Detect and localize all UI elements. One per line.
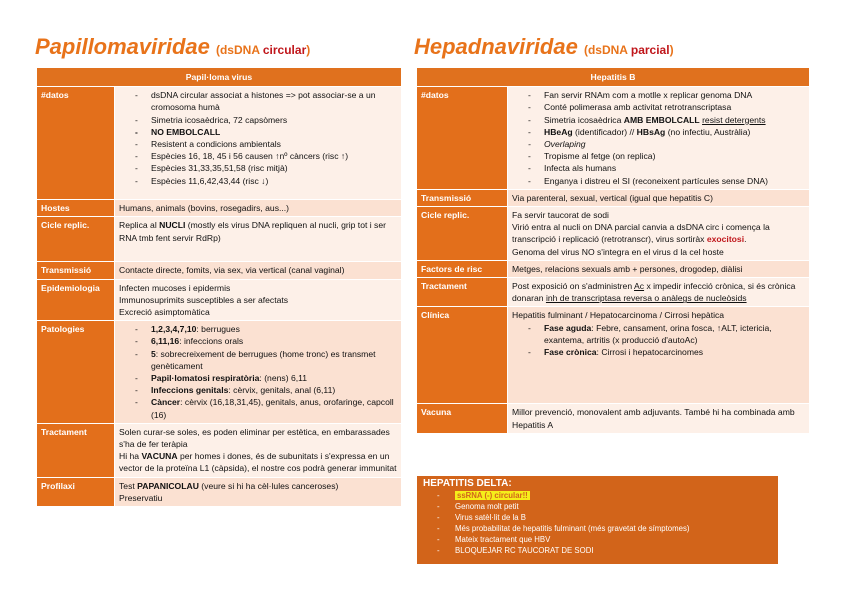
row-label: Hostes bbox=[37, 200, 115, 217]
transmissio-cell: Contacte directe, fomits, via sex, via vertical (canal vaginal) bbox=[115, 262, 402, 279]
list-item: - Enganya i distreu el SI (reconeixent partícules sense DNA) bbox=[528, 175, 805, 187]
row-label: Clínica bbox=[417, 307, 508, 404]
table-row bbox=[37, 477, 401, 506]
list-item: - Virus satèl·lit de la B bbox=[437, 512, 772, 523]
list-item: - 5: sobrecreixement de berrugues (home tronc) es transmet genèticament bbox=[135, 348, 397, 372]
list-item: - ssRNA (-) circular!! bbox=[437, 490, 772, 501]
list-item: - Espècies 11,6,42,43,44 (risc ↓) bbox=[135, 175, 397, 187]
table-row bbox=[417, 189, 809, 206]
tractament-cell: Post exposició on s'administren Ac x impedir infecció crònica, si és crònica donaran inh de transcriptasa reversa o anàlegs de nucleòsids bbox=[508, 278, 810, 307]
table-row bbox=[417, 260, 809, 277]
hepatitis-b-header: Hepatitis B bbox=[417, 68, 809, 87]
datos-cell bbox=[508, 87, 810, 190]
list-item: - NO EMBOLCALL bbox=[135, 126, 397, 138]
vacuna-cell: Millor prevenció, monovalent amb adjuvants. També hi ha combinada amb Hepatitis A bbox=[508, 404, 810, 433]
row-label: Factors de risc bbox=[417, 260, 508, 277]
clinica-cell: Hepatitis fulminant / Hepatocarcinoma / Cirrosi hepàtica - Fase aguda: Febre, cansament, orina fosca, ↑ALT, ictericia, exantema, artritis (x producció d'autoAc) - Fase crònica: Cirrosi i hepatocarcinomes bbox=[508, 307, 810, 404]
profilaxi-cell: Test PAPANICOLAU (veure si hi ha cèl·lules canceroses) Preservatiu bbox=[115, 477, 402, 506]
papilloma-header: Papil·loma virus bbox=[37, 68, 401, 87]
row-label: Profilaxi bbox=[37, 477, 115, 506]
left-title-text: Papillomaviridae bbox=[35, 34, 210, 59]
table-row bbox=[37, 217, 401, 262]
right-subtitle: (dsDNA parcial) bbox=[583, 43, 674, 57]
list-item: - Fase aguda: Febre, cansament, orina fosca, ↑ALT, ictericia, exantema, artritis (x producció d'autoAc) bbox=[528, 322, 805, 346]
list-item: - Tropisme al fetge (on replica) bbox=[528, 150, 805, 162]
row-label: Tractament bbox=[417, 278, 508, 307]
table-row bbox=[37, 321, 401, 424]
row-label: Transmissió bbox=[37, 262, 115, 279]
left-subtitle: (dsDNA circular) bbox=[215, 43, 311, 57]
list-item: - Papil·lomatosi respiratòria: (nens) 6,11 bbox=[135, 372, 397, 384]
cicle-cell: Replica al NUCLI (mostly els virus DNA repliquen al nucli, grip tot i ser RNA tmb fent servir RdRp) bbox=[115, 217, 402, 262]
hepatitis-delta-box bbox=[417, 476, 778, 564]
list-item: - Infecta als humans bbox=[528, 162, 805, 174]
list-item: - Simetria icosaèdrica, 72 capsòmers bbox=[135, 114, 397, 126]
list-item: - HBeAg (identificador) // HBsAg (no infectiu, Austràlia) bbox=[528, 126, 805, 138]
table-row bbox=[37, 200, 401, 217]
row-label: Tractament bbox=[37, 423, 115, 477]
table-row bbox=[417, 278, 809, 307]
list-item: - Mateix tractament que HBV bbox=[437, 534, 772, 545]
list-item: - 1,2,3,4,7,10: berrugues bbox=[135, 323, 397, 335]
list-item: - Overlaping bbox=[528, 138, 805, 150]
table-row bbox=[417, 207, 809, 261]
list-item: - Espècies 16, 18, 45 i 56 causen ↑nº càncers (risc ↑) bbox=[135, 150, 397, 162]
table-row bbox=[37, 279, 401, 321]
transmissio-cell: Via parenteral, sexual, vertical (igual que hepatitis C) bbox=[508, 189, 810, 206]
hostes-cell: Humans, animals (bovins, rosegadirs, aus...) bbox=[115, 200, 402, 217]
delta-list bbox=[423, 490, 772, 556]
epidemiologia-cell: Infecten mucoses i epidermis Immunosuprimits susceptibles a ser afectats Excreció asimptomàtica bbox=[115, 279, 402, 321]
row-label: Epidemiologia bbox=[37, 279, 115, 321]
right-title bbox=[414, 34, 674, 60]
list-item: - Resistent a condicions ambientals bbox=[135, 138, 397, 150]
list-item: - Conté polimerasa amb activitat retrotranscriptasa bbox=[528, 101, 805, 113]
right-title-text: Hepadnaviridae bbox=[414, 34, 578, 59]
row-label: Transmissió bbox=[417, 189, 508, 206]
list-item: - Més probabilitat de hepatitis fulminant (més gravetat de símptomes) bbox=[437, 523, 772, 534]
list-item: - Genoma molt petit bbox=[437, 501, 772, 512]
row-label: #datos bbox=[37, 87, 115, 200]
list-item: - Simetria icosaèdrica AMB EMBOLCALL resist detergents bbox=[528, 114, 805, 126]
patologies-cell bbox=[115, 321, 402, 424]
list-item: - BLOQUEJAR RC TAUCORAT DE SODI bbox=[437, 545, 772, 556]
papilloma-table bbox=[37, 68, 401, 507]
table-row bbox=[37, 87, 401, 200]
table-row bbox=[37, 423, 401, 477]
row-label: Vacuna bbox=[417, 404, 508, 433]
table-row bbox=[417, 307, 809, 404]
table-row bbox=[417, 87, 809, 190]
delta-title: HEPATITIS DELTA: bbox=[423, 478, 512, 489]
list-item: - dsDNA circular associat a histones => pot associar-se a un cromosoma humà bbox=[135, 89, 397, 113]
row-label: #datos bbox=[417, 87, 508, 190]
datos-cell bbox=[115, 87, 402, 200]
factors-cell: Metges, relacions sexuals amb + persones, drogodep, diàlisi bbox=[508, 260, 810, 277]
list-item: - Càncer: cèrvix (16,18,31,45), genitals, anus, orofaringe, capcoll (16) bbox=[135, 396, 397, 420]
hepatitis-b-table bbox=[417, 68, 809, 434]
list-item: - 6,11,16: infeccions orals bbox=[135, 335, 397, 347]
list-item: - Espècies 31,33,35,51,58 (risc mitjà) bbox=[135, 162, 397, 174]
row-label: Patologies bbox=[37, 321, 115, 424]
table-row bbox=[37, 262, 401, 279]
cicle-cell: Fa servir taucorat de sodi Virió entra al nucli on DNA parcial canvia a dsDNA circ i comença la transcripció i replicació (retrotranscr), virus sortiràx exocitosi. Genoma del virus NO s'integra en el virus d la cel hoste bbox=[508, 207, 810, 261]
table-row bbox=[417, 404, 809, 433]
list-item: - Fan servir RNAm com a motlle x replicar genoma DNA bbox=[528, 89, 805, 101]
tractament-cell: Solen curar-se soles, es poden eliminar per estètica, en embarassades s'ha de fer teràpia Hi ha VACUNA per homes i dones, és de subunitats i s'expressa en un vector de la proteïna L1 (càpsida), el nostre cos podrà generar immunitat bbox=[115, 423, 402, 477]
list-item: - Infeccions genitals: cèrvix, genitals, anal (6,11) bbox=[135, 384, 397, 396]
row-label: Cicle replic. bbox=[37, 217, 115, 262]
left-title bbox=[35, 34, 310, 60]
list-item: - Fase crònica: Cirrosi i hepatocarcinomes bbox=[528, 346, 805, 358]
row-label: Cicle replic. bbox=[417, 207, 508, 261]
